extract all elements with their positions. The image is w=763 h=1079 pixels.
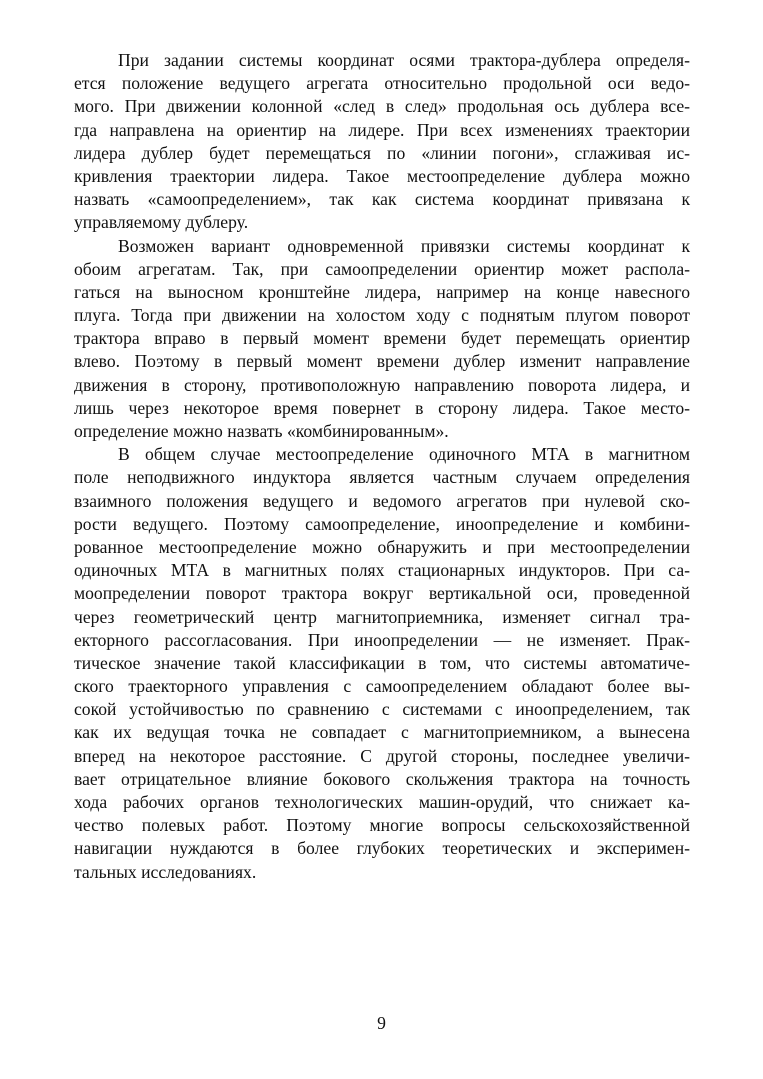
text-line: тальных исследованиях. (74, 861, 257, 882)
text-line: через геометрический центр магнитоприемника, изменяет сигнал тра- (74, 606, 690, 627)
text-line: взаимного положения ведущего и ведомого агрегатов при нулевой ско- (74, 490, 690, 511)
text-line: влево. Поэтому в первый момент времени дублер изменит направление (74, 351, 690, 372)
text-line: плуга. Тогда при движении на холостом ходу с поднятым плугом поворот (74, 305, 690, 326)
text-line: поле неподвижного индуктора является частным случаем определения (74, 467, 690, 488)
paragraph-2 (74, 235, 690, 444)
text-line: трактора вправо в первый момент времени будет перемещать ориентир (74, 328, 690, 349)
text-line: екторного рассогласования. При иноопределении — не изменяет. Прак- (74, 629, 690, 650)
text-line: ского траекторного управления с самоопределением обладают более вы- (74, 676, 690, 697)
text-line: определение можно назвать «комбинированным». (74, 421, 449, 441)
text-line: рости ведущего. Поэтому самоопределение, иноопределение и комбини- (74, 513, 690, 534)
text-line: сокой устойчивостью по сравнению с системами с иноопределением, так (74, 699, 690, 720)
text-line: ется положение ведущего агрегата относительно продольной оси ведо- (74, 73, 690, 94)
text-line: моопределении поворот трактора вокруг вертикальной оси, проведенной (74, 583, 690, 604)
text-line: гаться на выносном кронштейне лидера, например на конце навесного (74, 281, 690, 302)
text-line: как их ведущая точка не совпадает с магнитоприемником, а вынесена (74, 722, 690, 743)
text-line: лишь через некоторое время повернет в сторону лидера. Такое место- (74, 397, 690, 418)
text-line: вает отрицательное влияние бокового скольжения трактора на точность (74, 768, 690, 789)
text-line: При задании системы координат осями трактора-дублера определя- (118, 50, 690, 70)
text-line: назвать «самоопределением», так как система координат привязана к (74, 189, 690, 210)
text-line: Возможен вариант одновременной привязки системы координат к (118, 235, 690, 256)
text-line: В общем случае местоопределение одиночного МТА в магнитном (118, 444, 690, 465)
paragraph-3 (74, 443, 690, 884)
text-line: кривления траектории лидера. Такое местоопределение дублера можно (74, 165, 690, 186)
page-number: 9 (377, 1013, 386, 1033)
text-line: управляемому дублеру. (74, 212, 249, 233)
text-line: одиночных МТА в магнитных полях стационарных индукторов. При са- (74, 560, 690, 581)
text-line: движения в сторону, противоположную направлению поворота лидера, и (74, 374, 690, 395)
text-line: мого. При движении колонной «след в след» продольная ось дублера все- (74, 96, 690, 117)
body-text (74, 49, 690, 884)
text-line: вперед на некоторое расстояние. С другой стороны, последнее увеличи- (74, 745, 690, 766)
text-line: тическое значение такой классификации в том, что системы автоматиче- (74, 652, 690, 673)
text-line: чество полевых работ. Поэтому многие вопросы сельскохозяйственной (74, 815, 690, 836)
text-line: хода рабочих органов технологических машин-орудий, что снижает ка- (74, 792, 690, 812)
text-line: рованное местоопределение можно обнаружить и при местоопределении (74, 536, 690, 557)
text-line: обоим агрегатам. Так, при самоопределении ориентир может распола- (74, 258, 690, 279)
text-line: навигации нуждаются в более глубоких теоретических и эксперимен- (74, 838, 690, 859)
text-line: гда направлена на ориентир на лидере. При всех изменениях траектории (74, 119, 690, 140)
text-line: лидера дублер будет перемещаться по «линии погони», сглаживая ис- (74, 142, 690, 163)
paragraph-1 (74, 49, 690, 235)
